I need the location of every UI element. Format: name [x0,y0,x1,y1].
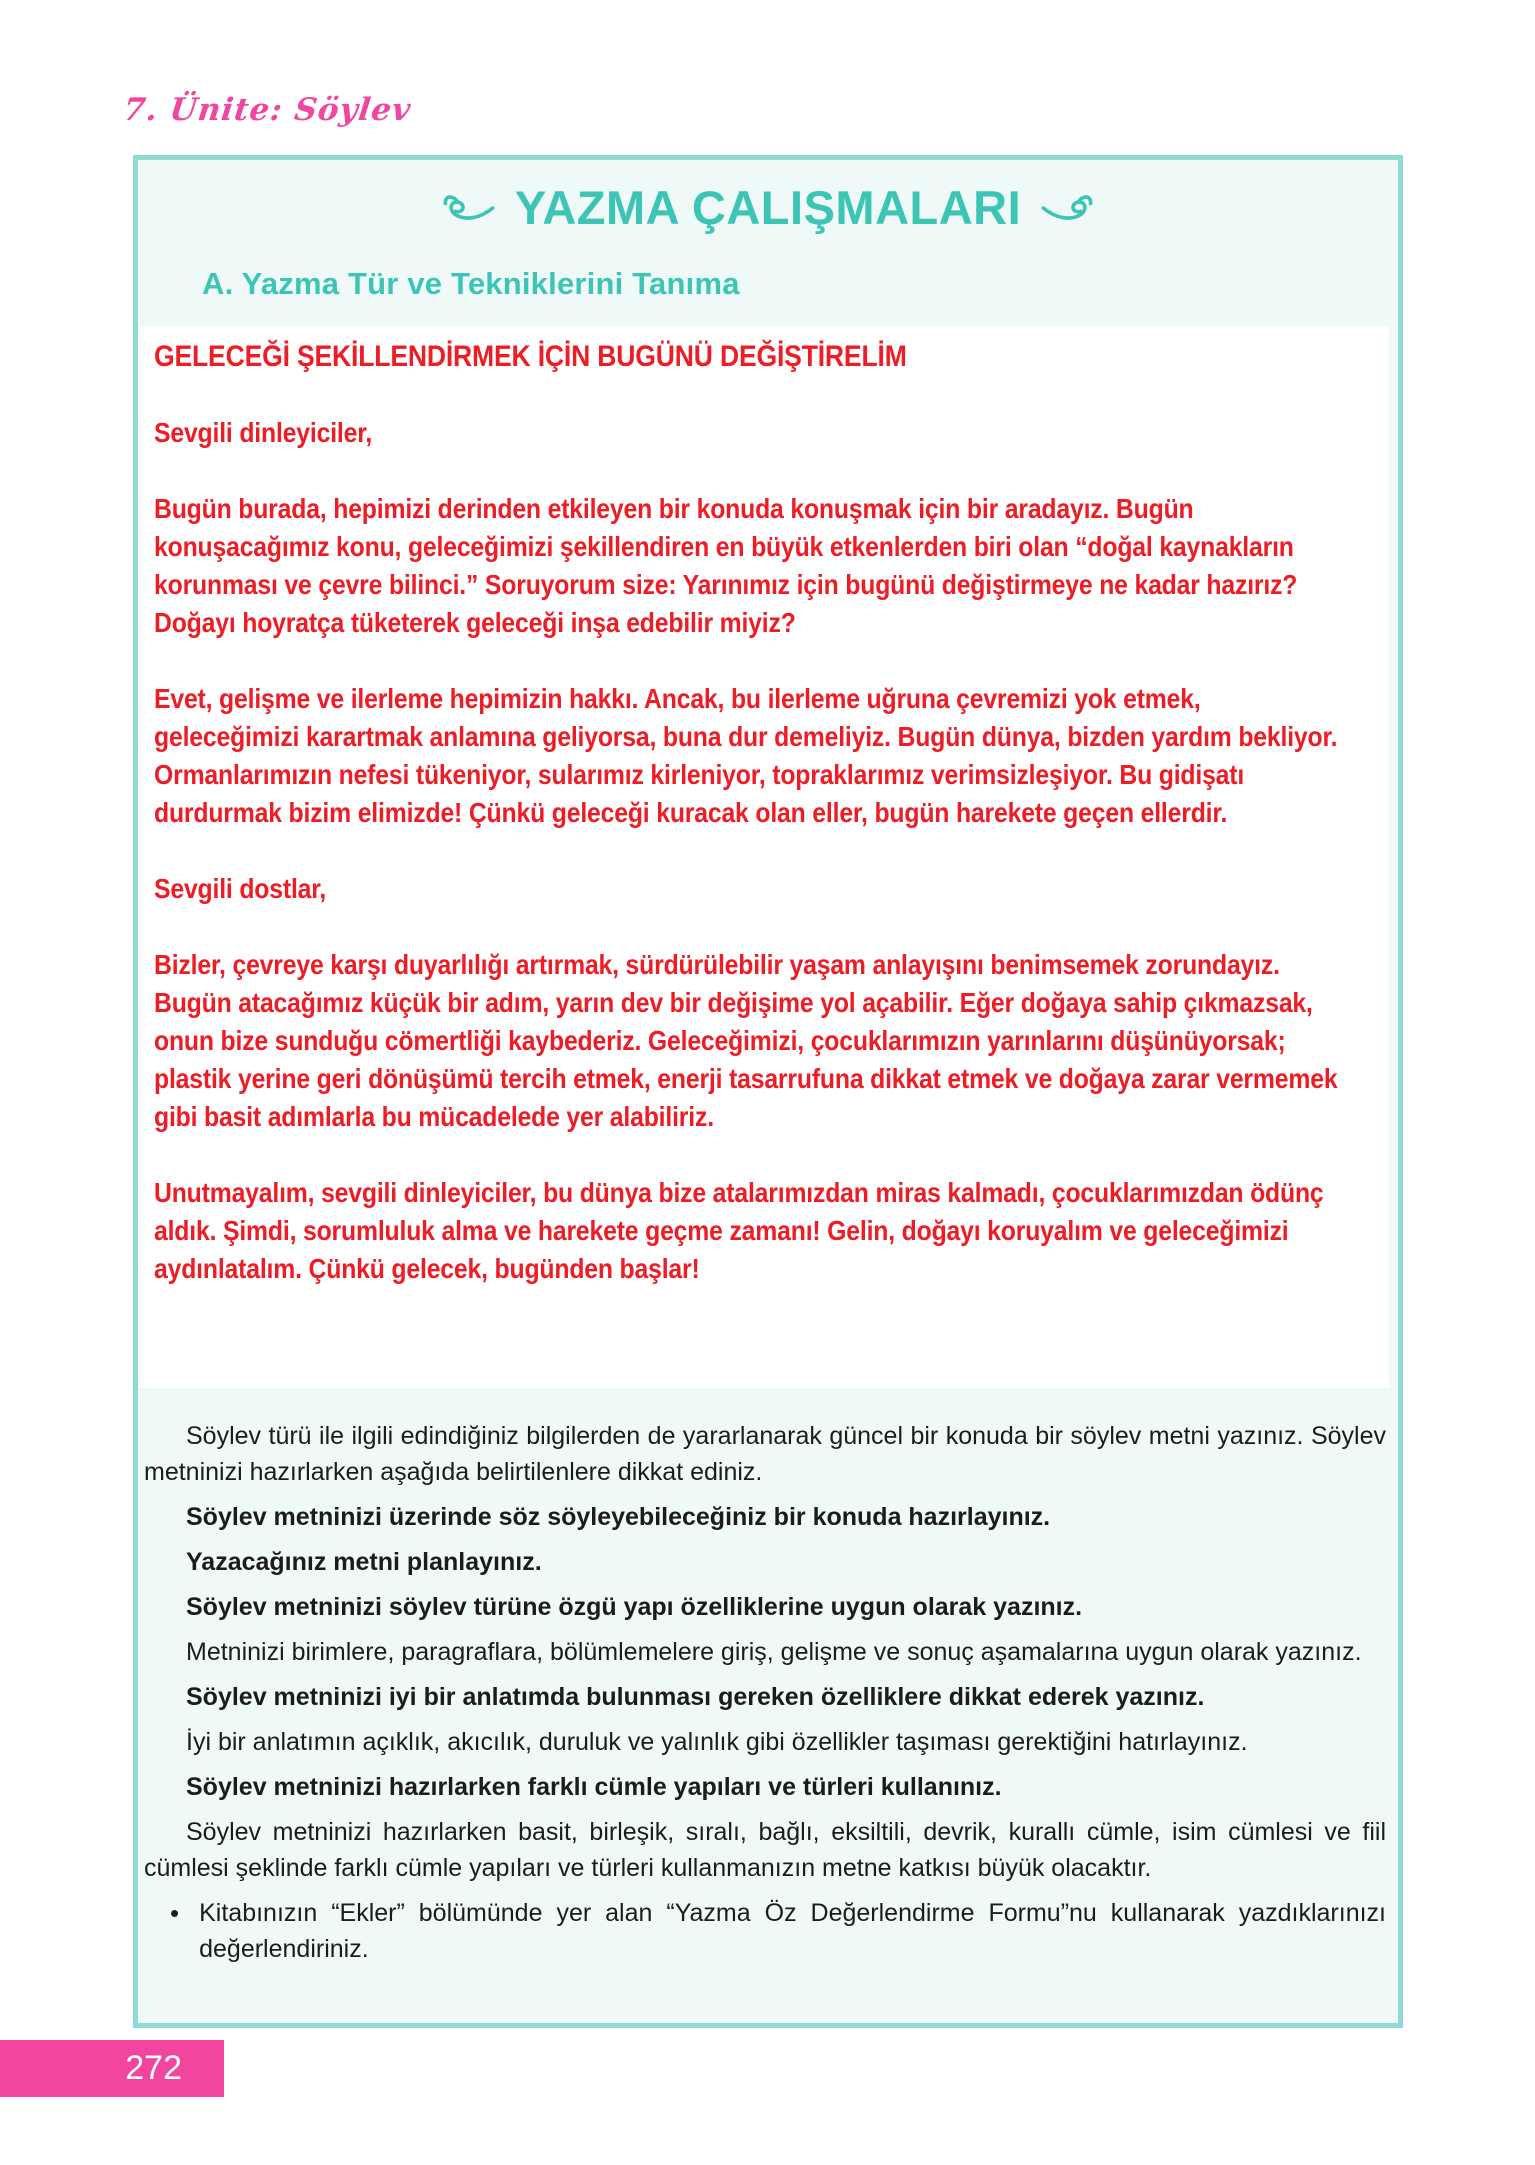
speech-title: GELECEĞİ ŞEKİLLENDİRMEK İÇİN BUGÜNÜ DEĞİŞTİRELİM [154,339,907,373]
speech-paragraph: Unutmayalım, sevgili dinleyiciler, bu dünya bize atalarımızdan miras kalmadı, çocuklarımızdan ödünç aldık. Şimdi, sorumluluk alma ve harekete geçme zamanı! Gelin, doğayı koruyalım ve geleceğimizi aydınlatalım. Çünkü gelecek, bugünden başlar! [154,1176,1324,1284]
instruction-item: Söylev metninizi üzerinde söz söyleyebileceğiniz bir konuda hazırlayınız. [186,1502,1051,1531]
instruction-item: Söylev metninizi hazırlarken basit, birleşik, sıralı, bağlı, eksiltili, devrik, kurallı cümle, isim cümlesi ve fiil cümlesi şeklinde farklı cümle yapıları ve türleri kullanmanızın metne katkısı büyük olacaktır. [144,1817,1386,1882]
speech-paragraph: Bizler, çevreye karşı duyarlılığı artırmak, sürdürülebilir yaşam anlayışını benimsemek zorundayız. Bugün atacağımız küçük bir adım, yarın dev bir değişime yol açabilir. Eğer doğaya sahip çıkmazsak, onun bize sunduğu cömertliği kaybederiz. Geleceğimizi, çocuklarımızın yarınlarını düşünüyorsak; plastik yerine geri dönüşümü tercih etmek, enerji tasarrufuna dikkat etmek ve doğaya zarar vermemek gibi basit adımlarla bu mücadelede yer alabiliriz. [154,948,1338,1132]
speech-content [154,338,1344,1288]
instruction-item: Yazacağınız metni planlayınız. [186,1547,542,1576]
section-heading: A. Yazma Tür ve Tekniklerini Tanıma [202,265,740,301]
page-title [138,182,1398,234]
speech-paragraph: Evet, gelişme ve ilerleme hepimizin hakkı. Ancak, bu ilerleme uğruna çevremizi yok etmek, geleceğimizi karartmak anlamına geliyorsa, buna dur demeliyiz. Bugün dünya, bizden yardım bekliyor. Ormanlarımızın nefesi tükeniyor, sularımız kirleniyor, topraklarımız verimsizleşiyor. Bu gidişatı durdurmak bizim elimizde! Çünkü geleceği kuracak olan eller, bugün harekete geçen ellerdir. [154,682,1338,828]
page-number-tab [0,2040,224,2097]
flourish-right-icon [1041,193,1095,223]
instruction-item: Söylev metninizi hazırlarken farklı cümle yapıları ve türleri kullanınız. [186,1772,1002,1801]
page-title-text: YAZMA ÇALIŞMALARI [514,181,1022,234]
speech-paragraphs [154,414,1344,1288]
instruction-item: Metninizi birimlere, paragraflara, bölümlemelere giriş, gelişme ve sonuç aşamalarına uygun olarak yazınız. [186,1637,1362,1666]
flourish-left-icon [441,193,495,223]
writing-activities-box [133,155,1403,2028]
bullet-icon: • [170,1897,180,1928]
page-number: 272 [125,2049,182,2087]
speech-paragraph: Sevgili dostlar, [154,872,327,904]
instruction-item: Söylev metninizi söylev türüne özgü yapı özelliklerine uygun olarak yazınız. [186,1592,1083,1621]
instruction-item: İyi bir anlatımın açıklık, akıcılık, duruluk ve yalınlık gibi özellikler taşıması gerektiğini hatırlayınız. [186,1727,1248,1756]
instruction-text: Kitabınızın “Ekler” bölümünde yer alan “Yazma Öz Değerlendirme Formu”nu kullanarak yazdıklarınızı değerlendiriniz. [199,1898,1386,1963]
unit-header: 7. Ünite: Söylev [121,92,414,128]
instruction-bullet-item [170,1895,1386,1967]
instruction-item: Söylev metninizi iyi bir anlatımda bulunması gereken özelliklere dikkat ederek yazınız. [186,1682,1205,1711]
speech-text-panel [138,326,1389,1388]
instruction-item: Söylev türü ile ilgili edindiğiniz bilgilerden de yararlanarak güncel bir konuda bir söylev metni yazınız. Söylev metninizi hazırlarken aşağıda belirtilenlere dikkat ediniz. [144,1421,1386,1486]
speech-paragraph: Sevgili dinleyiciler, [154,416,373,448]
speech-paragraph: Bugün burada, hepimizi derinden etkileyen bir konuda konuşmak için bir aradayız. Bugün konuşacağımız konu, geleceğimizi şekillendiren en büyük etkenlerden biri olan “doğal kaynakların korunması ve çevre bilinci.” Soruyorum size: Yarınımız için bugünü değiştirmeye ne kadar hazırız? Doğayı hoyratça tüketerek geleceği inşa edebilir miyiz? [154,492,1298,638]
instructions-section [144,1418,1386,1967]
